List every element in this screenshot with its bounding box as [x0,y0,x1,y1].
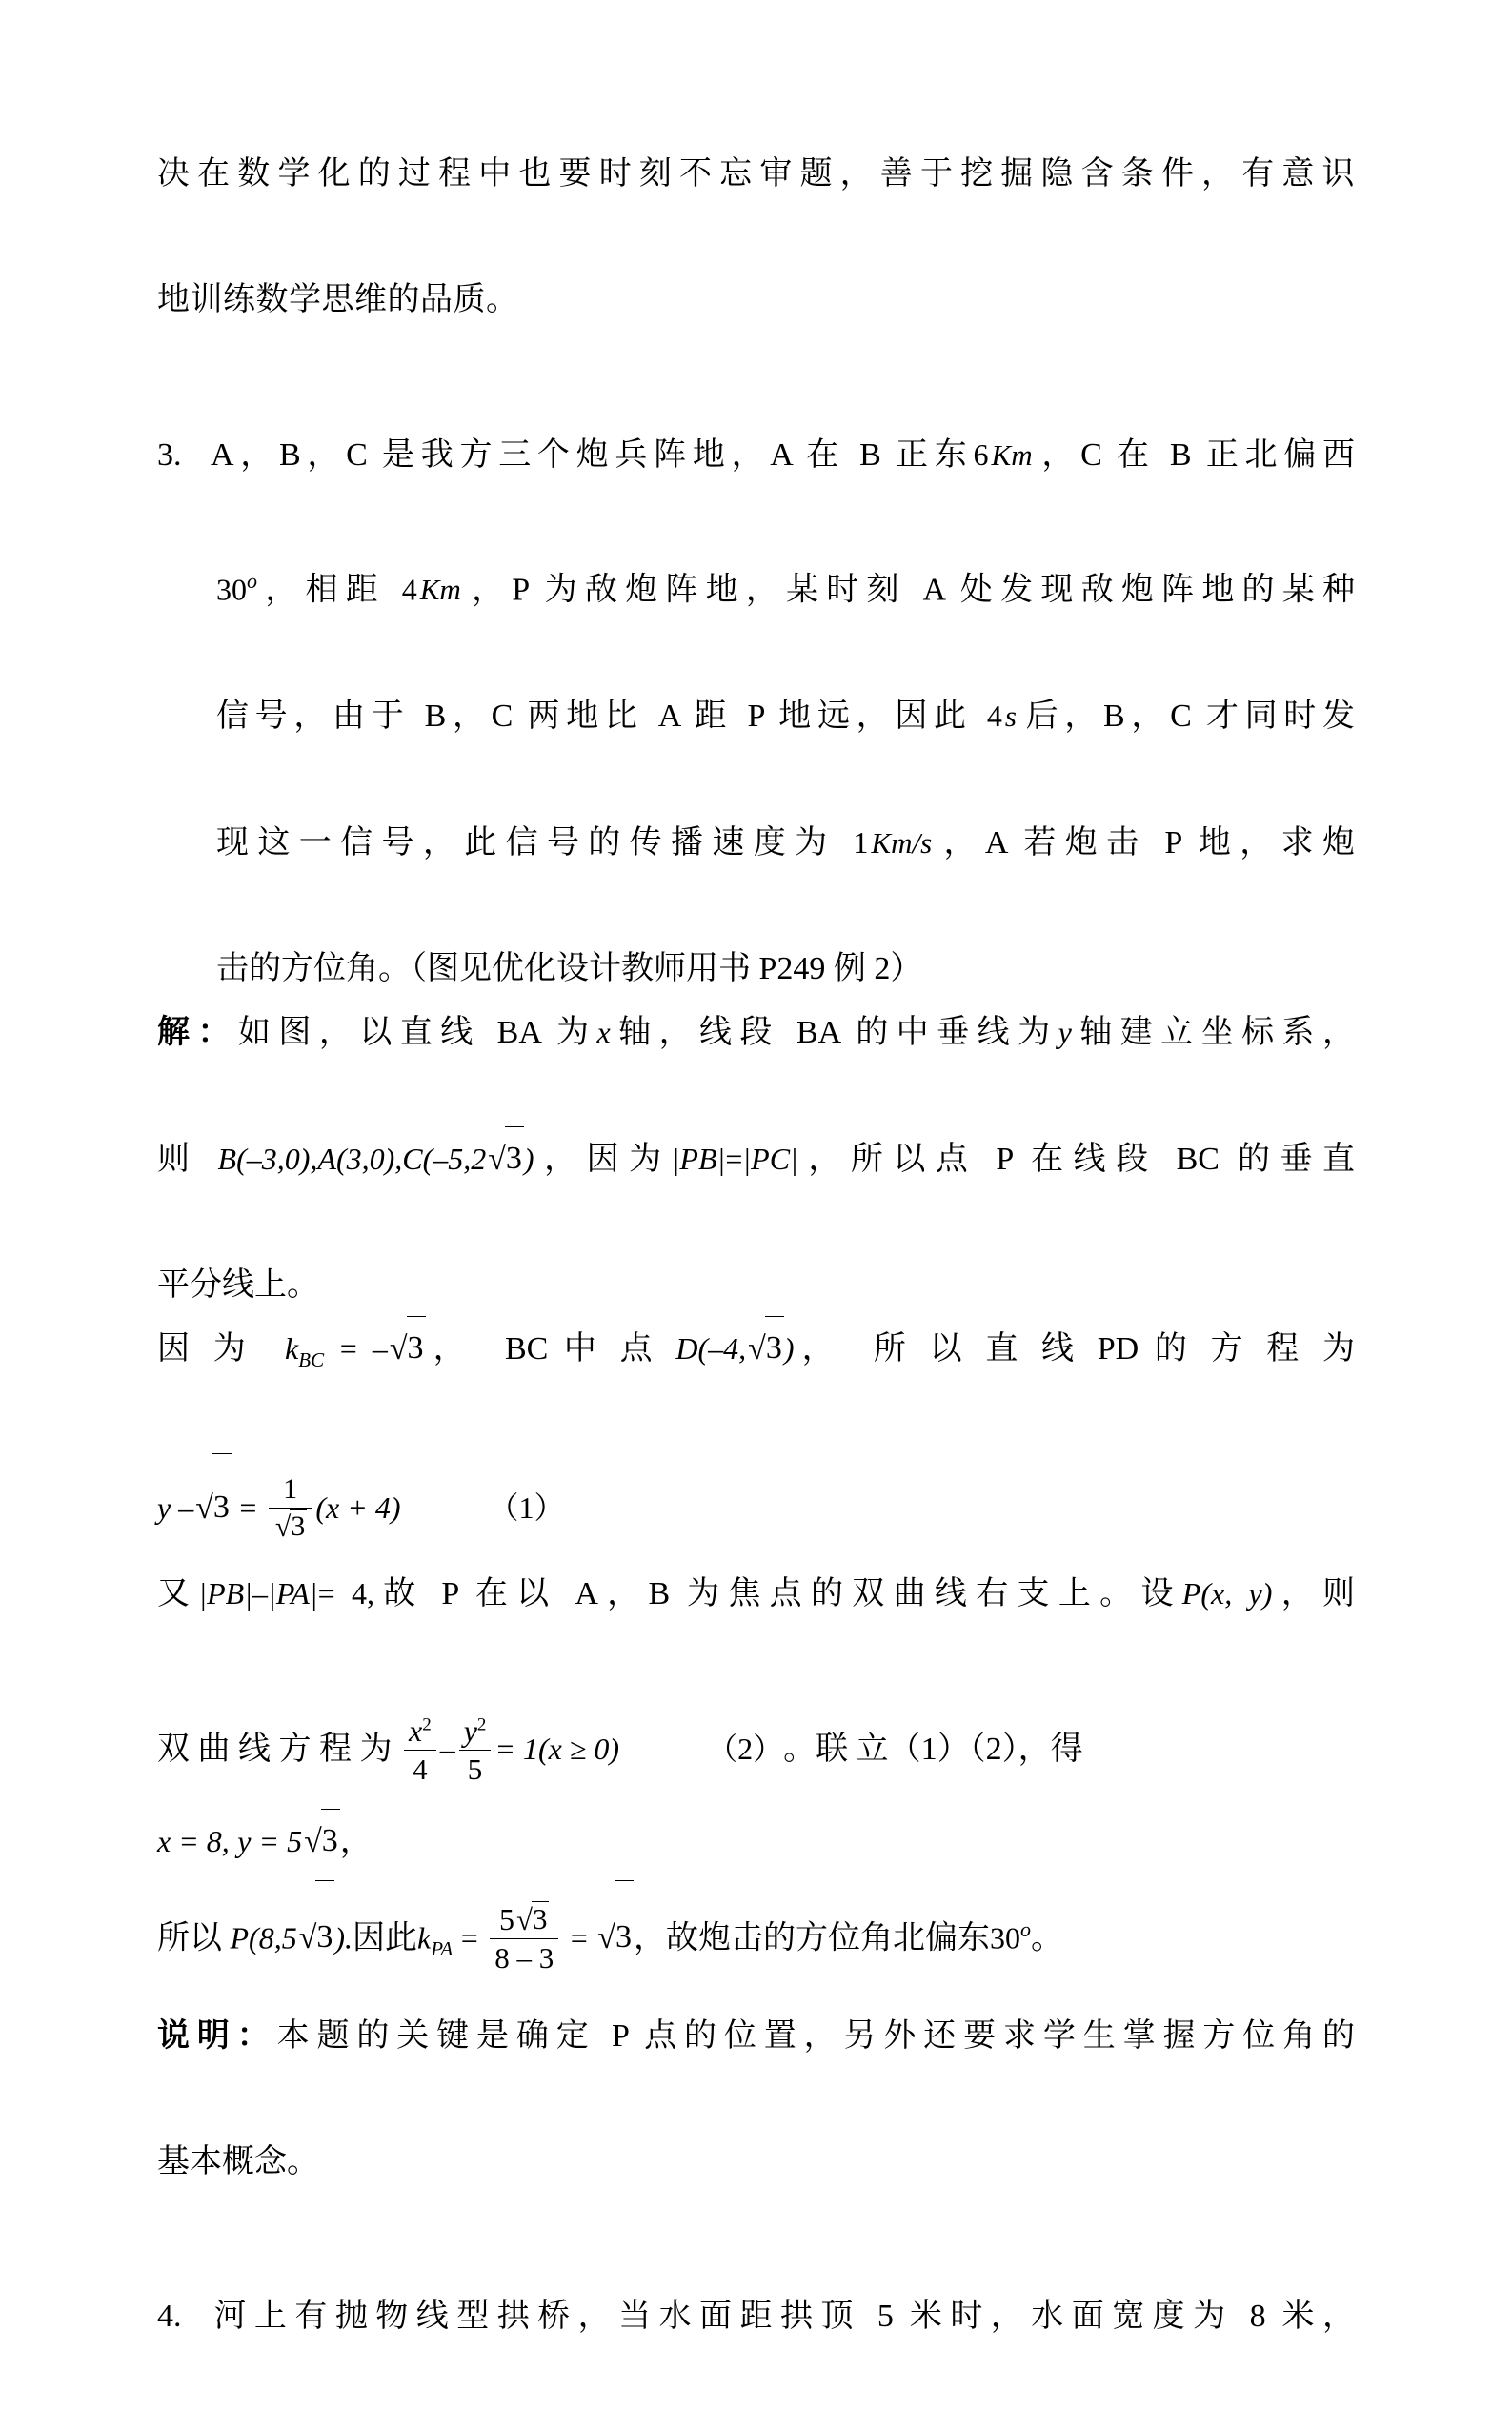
numerator-coefficient: 5 [498,1902,514,1937]
eq1-fraction [269,1473,312,1544]
eq1-fraction-numerator: 1 [269,1473,312,1509]
problem-3-speed-unit: Km/s [871,826,933,861]
point-C-coords-head: C(–5,2 [402,1142,487,1177]
abs-PB-2: |PB| [198,1576,253,1611]
point-B-coords: B(–3,0), [217,1142,318,1177]
combine-equations-text: 。联 立（1）（2），得 [783,1732,1083,1768]
solution-line-6 [157,1689,1355,1810]
sqrt-3-y [302,1810,340,1874]
problem-3-stem-text-b: ，C 在 B 正北偏西 [1035,437,1356,473]
k-pa-equals-2: = [570,1920,588,1955]
bearing-angle-degree-symbol: o [1019,1917,1031,1942]
equation-2-tag: （2） [707,1732,784,1767]
sqrt-3-slope [388,1317,426,1381]
comma-2: ， [794,1331,842,1368]
radicand: 3 [505,1126,524,1190]
abs-difference-value: = 4, [317,1576,374,1611]
k-pa-denominator: 8 – 3 [494,1941,554,1975]
radical-sign: √ [515,1903,533,1937]
eq1-lhs: y – [157,1490,194,1526]
bc-midpoint-label: BC 中 点 [504,1331,660,1368]
y-squared-over-5 [459,1713,492,1786]
problem-4-number: 4. [157,2299,182,2335]
radicand: 3 [407,1316,426,1380]
solution-line-8 [157,1874,1355,2005]
sqrt-3-in-D [746,1317,784,1381]
note-label: 说明 [157,2018,237,2055]
problem-3-stem-line-2 [157,550,1355,684]
y-squared-numerator [459,1713,492,1751]
eq1-rhs: (x + 4) [315,1490,401,1526]
point-D-coords-head: D(–4, [675,1331,747,1367]
intro-line-1: 决在数学化的过程中也要时刻不忘审题，善于挖掘隐含条件，有意识 [157,156,1355,192]
radical-sign: √ [597,1920,615,1956]
solved-x-value: x = 8, [157,1824,230,1859]
solution-label-colon: ： [197,1015,238,1051]
note-label-colon: ： [236,2018,277,2055]
radicand: 3 [291,1509,306,1542]
equals-sign: = [725,1142,743,1177]
equation-1-tag: （1） [488,1490,565,1526]
abs-PB: |PB| [671,1142,726,1177]
problem-4-block [157,2285,1355,2411]
problem-3-stem-text-c: ，相距 [257,572,386,608]
hyperbola-equation-intro: 双 曲 线 方 程 为 [157,1732,393,1768]
radicand: 3 [765,1316,784,1380]
sqrt-3-in-C [486,1127,524,1191]
solution-text-e: ，则 [1272,1576,1356,1612]
problem-3-stem-text-f: 后，B，C 才同时发 [1018,699,1355,735]
intro-paragraph [157,143,1355,332]
problem-3-block [157,423,1355,1001]
solution-text-b: 轴，线段 BA 的中垂线为 [610,1015,1058,1051]
spacer-before-problem-4 [157,2194,1355,2285]
radicand: 3 [315,1880,334,1994]
abs-PC: |PC| [742,1142,798,1177]
point-P-final-tail: ). [334,1920,353,1955]
radical-sign: √ [195,1490,213,1527]
problem-3-stem-text-e: 信号，由于 B，C 两地比 A 距 P 地远，因此 [216,699,973,735]
k-pa-equals: = [460,1920,478,1955]
minus-sign: – [252,1576,269,1611]
hyperbola-branch-text: 故 P 在以 A，B 为焦点的双曲线右支上。设 [373,1576,1182,1612]
problem-3-number: 3. [157,437,182,473]
sqrt-3-denominator [273,1510,307,1545]
solution-then-prefix: 则 [157,1142,200,1178]
note-line-2: 基本概念。 [157,2144,319,2180]
intro-line-2: 地训练数学思维的品质。 [157,282,519,317]
y-exponent: 2 [476,1714,487,1735]
solution-x-axis-var: x [596,1015,611,1050]
eq2-minus: – [439,1732,455,1767]
problem-3-distance-value: 6 [973,437,989,472]
radical-sign: √ [748,1331,766,1368]
solution-block [157,1001,1355,2005]
k-pa-numerator [490,1902,558,1939]
x-squared-over-4 [404,1713,436,1786]
slope-equals-minus: = – [339,1331,388,1367]
also-prefix: 又 [157,1576,199,1612]
x-var: x [409,1713,423,1749]
x-squared-numerator [404,1713,436,1751]
solved-y-value: y = 5 [237,1824,303,1859]
problem-3-stem-text-d: ，P 为敌炮阵地，某时刻 A 处发现敌炮阵地的某种 [463,572,1356,608]
solution-text-a: 如图，以直线 BA 为 [237,1015,597,1051]
comma-1: ， [425,1331,474,1368]
sqrt-3-result [595,1881,634,1995]
note-text-a: 本题的关键是确定 P 点的位置，另外还要求学生掌握方位角的 [276,2018,1356,2055]
problem-3-stem-text-g: 现这一信号，此信号的传播速度为 [216,825,837,861]
solution-line-5 [157,1562,1355,1689]
problem-3-time-value: 4 [986,699,1002,734]
problem-4-line-1 [157,2285,1355,2411]
abs-PA: |PA| [268,1576,318,1611]
page-body-column [157,143,1355,2411]
problem-3-distance-unit: Km [991,438,1033,472]
point-C-coords-tail: ) [523,1142,534,1177]
problem-3-bc-distance-unit: Km [419,573,461,607]
problem-3-angle-value: 30 [216,572,247,607]
spacer-after-intro [157,332,1355,423]
problem-3-stem-line-3 [157,684,1355,811]
radicand: 3 [615,1880,634,1994]
problem-4-stem-text: 河上有抛物线型拱桥，当水面距拱顶 5 米时，水面宽度为 8 米， [213,2299,1355,2335]
eq1-equals: = [239,1490,257,1526]
point-D-coords-tail: ) [783,1331,795,1367]
solution-text-c: 轴建立坐标系， [1071,1015,1356,1051]
point-A-coords: A(3,0), [317,1142,403,1177]
problem-3-speed-value: 1 [853,825,869,861]
solution-y-axis-var: y [1058,1015,1072,1050]
radicand: 3 [321,1809,340,1873]
radical-sign: √ [274,1510,292,1543]
point-P-xy: P(x, y) [1181,1576,1273,1611]
eq2-rhs: = 1(x ≥ 0) [494,1732,620,1767]
sqrt-3-point-P [297,1881,335,1995]
comma-3: ， [339,1824,373,1860]
point-P-final-head: P(8,5 [230,1920,297,1955]
x-exponent: 2 [422,1714,432,1735]
problem-3-stem-text-h: ，A 若炮击 P 地，求炮 [935,825,1356,861]
solution-line-4 [157,1317,1355,1454]
solution-line-1 [157,1001,1355,1127]
slope-k-subscript-pa: PA [431,1937,454,1961]
slope-k-pa: k [417,1920,432,1955]
solution-text-d: ，所以点 P 在线段 BC 的垂直 [797,1142,1355,1178]
solution-because-label: 因 为 [157,1331,253,1368]
problem-3-angle-degree-symbol: o [247,569,257,593]
radical-sign: √ [298,1920,317,1956]
solution-line-7 [157,1810,1355,1874]
radicand: 3 [212,1453,232,1561]
solution-because-text: ，因为 [534,1142,672,1178]
sqrt-3-eq1 [193,1454,232,1562]
k-pa-fraction [490,1902,558,1975]
problem-3-bc-distance-value: 4 [401,572,417,607]
problem-3-stem-line-4 [157,811,1355,938]
slope-k: k [285,1331,299,1367]
bearing-period: 。 [1030,1920,1063,1956]
bearing-text: ，故炮击的方位角北偏东 [633,1920,990,1956]
sqrt-3-numerator [514,1902,550,1937]
radical-sign: √ [304,1824,322,1860]
equation-1 [157,1454,1355,1562]
radicand: 3 [532,1902,548,1936]
problem-3-stem-line-1 [157,423,1355,550]
hence-text: 因此 [353,1920,418,1956]
problem-3-stem-text-a: A，B，C 是我方三个炮兵阵地，A 在 B 正东 [210,437,974,473]
eq1-fraction-denominator [269,1509,312,1545]
problem-3-time-unit: s [1004,699,1017,734]
note-block [157,2005,1355,2194]
solution-label: 解 [157,1015,198,1051]
y-denominator: 5 [467,1752,483,1786]
pd-equation-intro: 所 以 直 线 PD 的 方 程 为 [873,1331,1356,1368]
slope-k-subscript-bc: BC [298,1348,325,1372]
note-line-1 [157,2005,1355,2131]
bearing-angle-value: 30 [989,1920,1020,1955]
solution-line-3: 平分线上。 [157,1267,319,1304]
problem-3-stem-line-5: 击的方位角。（图见优化设计教师用书 P249 例 2） [216,951,923,987]
solution-line-2 [157,1127,1355,1254]
therefore-prefix: 所以 [157,1920,222,1956]
radical-sign: √ [488,1142,506,1178]
y-var: y [463,1713,477,1749]
x-denominator: 4 [413,1752,428,1786]
radical-sign: √ [389,1331,408,1368]
